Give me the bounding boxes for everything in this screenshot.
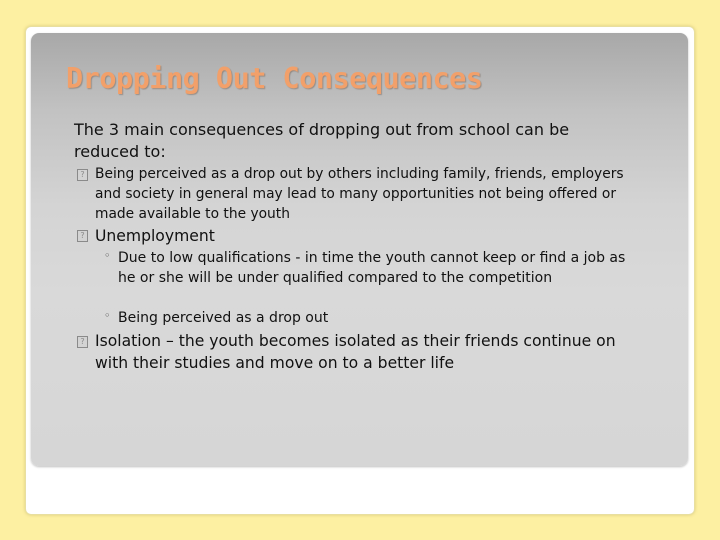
sub-bullet-1-text: Due to low qualifications - in time the youth cannot keep or find a job as he or she will be under qualified compared to the competition (118, 250, 626, 286)
bullet-3-text: Isolation – the youth becomes isolated as their friends continue on with their studies and move on to a better life (95, 332, 616, 372)
sub-bullet-2-text: Being perceived as a drop out (118, 310, 329, 326)
square-bullet-icon: ? (77, 230, 88, 242)
circle-bullet-icon: ◦ (104, 249, 111, 262)
bullet-2-text: Unemployment (95, 227, 215, 245)
slide-title: Dropping Out Consequences (66, 62, 483, 95)
intro-text: The 3 main consequences of dropping out from school can be reduced to: (74, 120, 570, 161)
circle-bullet-icon: ◦ (104, 309, 111, 322)
square-bullet-icon: ? (77, 336, 88, 348)
square-bullet-icon: ? (77, 169, 88, 181)
bullet-1-text: Being perceived as a drop out by others including family, friends, employers and society in general may lead to many opportunities not being offered or made available to the youth (95, 166, 624, 222)
